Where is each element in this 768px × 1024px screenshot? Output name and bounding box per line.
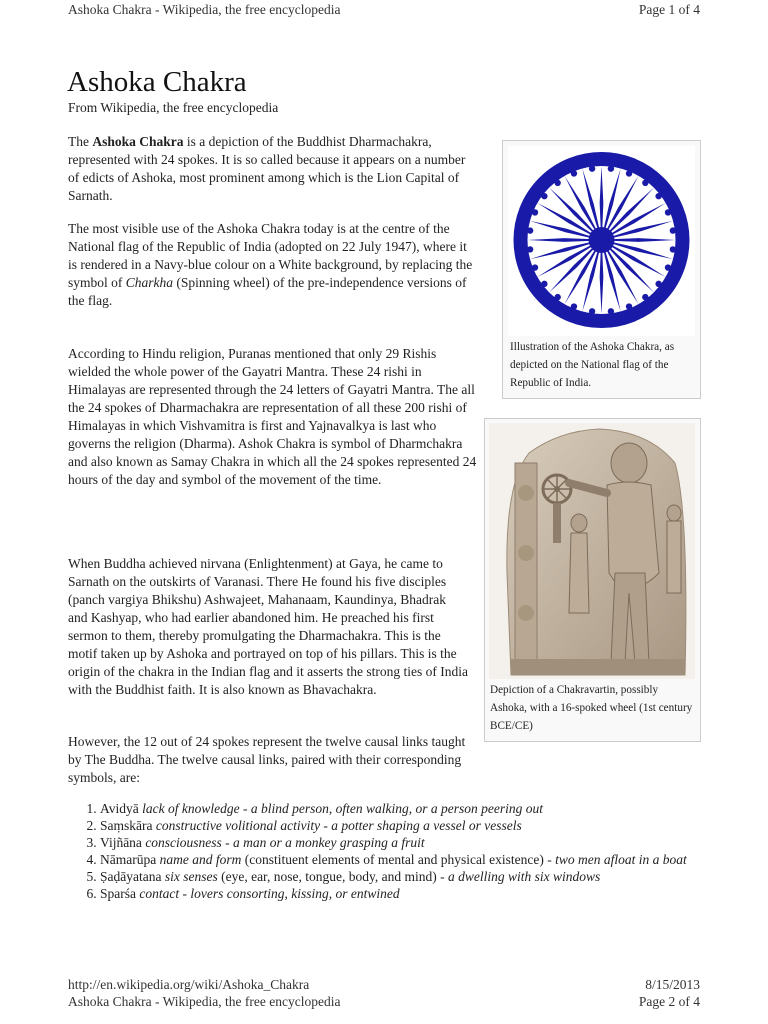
list-item: 4. Nāmarūpa name and form (constituent elements of mental and physical existence) - two men afloat in a boat	[100, 851, 720, 868]
paragraph-hindu: According to Hindu religion, Puranas mentioned that only 29 Rishis wielded the whole power of the Gayatri Mantra. These 24 rishi in Himalayas are represented through the 24 letters of Gayatri Mantra. The all the 24 spokes of Dharmachakra are representation of all these 200 rishi of Himalayas in which Vishvamitra is first and Yajnavalkya is last who governs the religion (Dharma). Ashok Chakra is symbol of Dharmchakra and also known as Samay Chakra in which all the 24 spokes represented 24 hours of the day and symbol of the movement of the time.	[68, 346, 477, 487]
list-item: 5. Ṣaḍāyatana six senses (eye, ear, nose, tongue, body, and mind) - a dwelling with six windows	[100, 868, 720, 885]
chakra-rim-bead	[527, 246, 533, 252]
causal-links-list	[68, 800, 720, 902]
chakra-rim-bead	[554, 294, 560, 300]
chakra-rim-bead	[589, 165, 595, 171]
chakra-rim-bead	[608, 308, 614, 314]
chakra-rim-bead	[670, 246, 676, 252]
list-item: 1. Avidyā lack of knowledge - a blind person, often walking, or a person peering out	[100, 800, 720, 817]
chakra-spoke	[528, 238, 590, 242]
chakra-rim-bead	[655, 193, 661, 199]
article-title: Ashoka Chakra	[67, 66, 247, 98]
chakra-rim-bead	[541, 193, 547, 199]
footer-url: http://en.wikipedia.org/wiki/Ashoka_Chakra	[68, 977, 310, 992]
bold-term: Ashoka Chakra	[92, 134, 184, 149]
chakravartin-relief-image	[489, 423, 695, 679]
chakra-spoke	[613, 238, 675, 242]
chakra-spoke	[549, 188, 594, 233]
chakra-rim-bead	[532, 264, 538, 270]
chakra-rim-bead	[608, 165, 614, 171]
list-item: 2. Saṃskāra constructive volitional activity - a potter shaping a vessel or vessels	[100, 817, 720, 834]
chakra-image	[508, 146, 695, 336]
chakra-caption: Illustration of the Ashoka Chakra, as depicted on the National flag of the Republic of India.	[510, 341, 675, 389]
page-header-number: Page 1 of 4	[638, 2, 700, 17]
chakra-rim-bead	[571, 170, 577, 176]
chakra-spoke	[609, 248, 654, 293]
page-header-title: Ashoka Chakra - Wikipedia, the free encyclopedia	[68, 2, 341, 17]
chakra-rim-bead	[665, 264, 671, 270]
paragraph-buddha: When Buddha achieved nirvana (Enlightenment) at Gaya, he came to Sarnath on the outskirts of Varanasi. There He found his five disciples (panch vargiya Bhikshu) Ashwajeet, Mahanaam, Kaundinya, Bhadrak and Kashyap, who had earlier abandoned him. He preached his first sermon to them, thereby promulgating the Dharmachakra. This is the motif taken up by Ashoka and portrayed on top of his pillars. This is the origin of the chakra in the Indian flag and it asserts the strong ties of India with the Buddhist faith. It is also known as Bhavachakra.	[68, 556, 469, 697]
chakra-rim-bead	[527, 227, 533, 233]
paragraph-flag: The most visible use of the Ashoka Chakra today is at the centre of the National flag of the Republic of India (adopted on 22 July 1947), where it is rendered in a Navy-blue colour on a White background, by replacing the symbol of Charkha (Spinning wheel) of the pre-independence versions of the flag.	[68, 221, 473, 308]
chakra-rim-bead	[626, 170, 632, 176]
chakra-rim-bead	[589, 308, 595, 314]
footer-title: Ashoka Chakra - Wikipedia, the free encyclopedia	[68, 994, 341, 1009]
chakra-rim-bead	[532, 209, 538, 215]
chakra-spoke	[549, 248, 594, 293]
chakra-rim-bead	[626, 303, 632, 309]
footer-date: 8/15/2013	[645, 977, 700, 992]
chakra-rim-bead	[655, 281, 661, 287]
relief-image	[489, 423, 695, 679]
list-item: 3. Vijñāna consciousness - a man or a monkey grasping a fruit	[100, 834, 720, 851]
list-item: 6. Sparśa contact - lovers consorting, kissing, or entwined	[100, 885, 720, 902]
chakra-rim-bead	[554, 180, 560, 186]
figure-relief	[484, 418, 701, 742]
chakra-spoke	[600, 252, 604, 314]
chakra-rim-bead	[670, 227, 676, 233]
chakra-spoke	[609, 188, 654, 233]
chakra-spoke	[600, 166, 604, 228]
paragraph-causal-links: However, the 12 out of 24 spokes represent the twelve causal links taught by The Buddha. The twelve causal links, paired with their corresponding symbols, are:	[68, 734, 466, 785]
italic-term: Charkha	[125, 275, 174, 290]
ashoka-chakra-icon	[508, 146, 695, 336]
relief-caption: Depiction of a Chakravartin, possibly Ashoka, with a 16-spoked wheel (1st century BCE/CE)	[490, 684, 693, 732]
article-subtitle: From Wikipedia, the free encyclopedia	[68, 100, 279, 115]
paragraph-intro: The Ashoka Chakra is a depiction of the Buddhist Dharmachakra, represented with 24 spokes. It is so called because it appears on a number of edicts of Ashoka, most prominent among which is the Lion Capital of Sarnath.	[68, 134, 466, 203]
figure-chakra	[502, 140, 701, 399]
chakra-rim-bead	[665, 209, 671, 215]
chakra-rim-bead	[571, 303, 577, 309]
chakra-rim-bead	[541, 281, 547, 287]
chakra-rim-bead	[642, 294, 648, 300]
footer-page-number: Page 2 of 4	[638, 994, 700, 1009]
chakra-rim-bead	[642, 180, 648, 186]
